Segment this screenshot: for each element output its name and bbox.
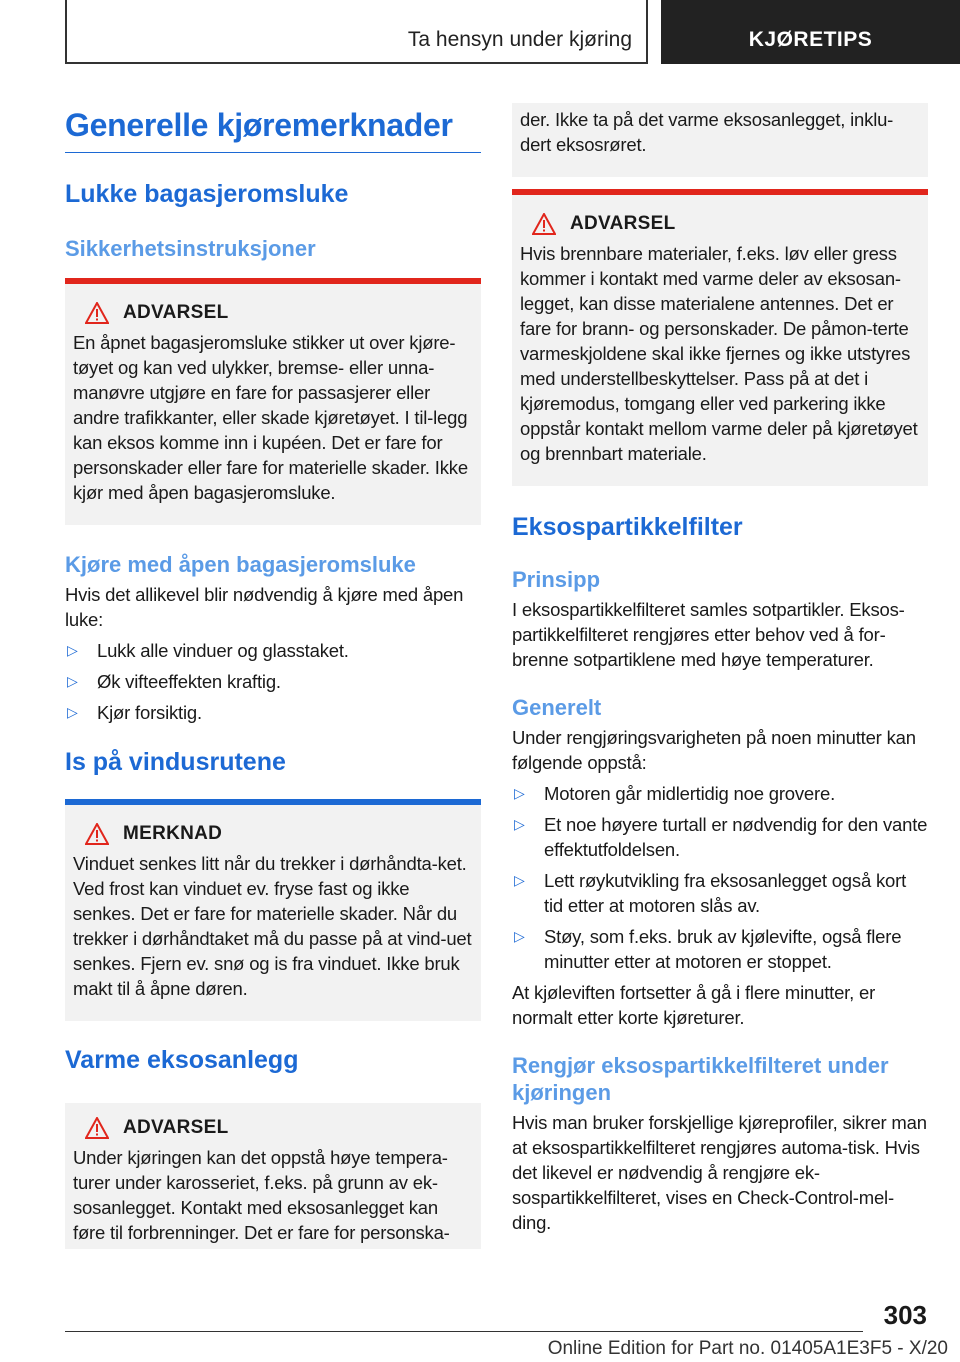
warning-label: ADVARSEL bbox=[123, 1117, 229, 1138]
heading-principle: Prinsipp bbox=[512, 567, 601, 592]
list-item: ▷ Lett røykutvikling fra eksosanlegget også kort tid etter at motoren slås av. bbox=[514, 870, 907, 916]
chapter-title: KJØRETIPS bbox=[748, 28, 873, 51]
paragraph: Under rengjøringsvarigheten på noen minutter kan følgende oppstå: bbox=[512, 727, 916, 773]
triangle-bullet-icon: ▷ bbox=[514, 816, 525, 832]
page-number: 303 bbox=[883, 1300, 927, 1330]
warning-triangle-icon bbox=[85, 1117, 109, 1139]
page-header bbox=[0, 0, 960, 64]
triangle-bullet-icon: ▷ bbox=[67, 673, 78, 689]
heading-safety: Sikkerhetsinstruksjoner bbox=[65, 236, 316, 261]
warning-text: Hvis brennbare materialer, f.eks. løv eller gress kommer i kontakt med varme deler av eksosan‐legget, kan disse materialene antennes. Det er fare for brann- og personskader. De påmon‐terte varmeskjoldene skal ikke fjernes og ikke utstyres med understellbeskyttelser. Pass på at det i kjøremodus, tomgang eller ved parkering ikke oppstår kontakt mellom varme deler på kjøretøyet og brennbart materiale. bbox=[520, 243, 918, 464]
triangle-bullet-icon: ▷ bbox=[67, 704, 78, 720]
warning-box bbox=[65, 1103, 481, 1249]
list-item: ▷ Motoren går midlertidig noe grovere. bbox=[514, 783, 836, 804]
page-title: Generelle kjøremerknader bbox=[65, 100, 481, 153]
section-title: Ta hensyn under kjøring bbox=[407, 28, 632, 51]
heading-clean: Rengjør eksospartikkelfilteret under kjøringen bbox=[512, 1053, 889, 1105]
paragraph: I eksospartikkelfilteret samles sotpartikler. Eksos‐partikkelfilteret rengjøres etter behov ved å for‐brenne sotpartiklene med høye temperaturer. bbox=[512, 599, 905, 670]
warning-triangle-icon bbox=[85, 302, 109, 324]
note-box bbox=[65, 799, 481, 1021]
triangle-bullet-icon: ▷ bbox=[514, 928, 525, 944]
note-triangle-icon bbox=[85, 823, 109, 845]
warning-text: En åpnet bagasjeromsluke stikker ut over kjøre‐tøyet og kan ved ulykker, bremse- eller unna‐manøvre utgjøre en fare for passasjerer eller andre trafikkanter, eller skade kjøretøyet. I til‐legg kan eksos komme inn i kupéen. Det er fare for personskader eller fare for materielle skader. Ikke kjør med åpen bagasjeromsluke. bbox=[73, 332, 468, 503]
heading-exhaust: Varme eksosanlegg bbox=[65, 1046, 299, 1074]
heading-general: Generelt bbox=[512, 695, 602, 720]
list-item: ▷ Kjør forsiktig. bbox=[67, 702, 202, 723]
triangle-bullet-icon: ▷ bbox=[514, 785, 525, 801]
heading-filter: Eksospartikkelfilter bbox=[512, 513, 743, 541]
triangle-bullet-icon: ▷ bbox=[514, 872, 525, 888]
chapter-tab bbox=[661, 0, 960, 64]
warning-box bbox=[65, 278, 481, 525]
warning-text: Under kjøringen kan det oppstå høye tempera‐turer under karosseriet, f.eks. på grunn av ek‐sosanlegget. Kontakt med eksosanlegget kan føre til forbrenninger. Det er fare for personska‐ bbox=[73, 1147, 450, 1243]
left-column bbox=[65, 100, 481, 1249]
warning-triangle-icon bbox=[532, 213, 556, 235]
warning-text: der. Ikke ta på det varme eksosanlegget, inklu‐dert eksosrøret. bbox=[520, 109, 894, 155]
paragraph: At kjøleviften fortsetter å gå i flere minutter, er normalt etter korte kjøreturer. bbox=[512, 982, 876, 1028]
warning-box bbox=[512, 189, 928, 486]
note-label: MERKNAD bbox=[123, 823, 223, 844]
heading-trunk: Lukke bagasjeromsluke bbox=[65, 180, 349, 208]
warning-label: ADVARSEL bbox=[570, 213, 676, 234]
note-text: Vinduet senkes litt når du trekker i dørhåndta‐ket. Ved frost kan vinduet ev. fryse fast og ikke senkes. Det er fare for materielle skader. Når du trekker i dørhåndtaket må du passe på at vind‐uet senkes. Fjern ev. snø og is fra vinduet. Ikke bruk makt til å åpne døren. bbox=[73, 853, 472, 999]
paragraph: Hvis man bruker forskjellige kjøreprofiler, sikrer man at eksospartikkelfilteret rengjøres automa‐tisk. Hvis det likevel er nødvendig å rengjøre ek‐sospartikkelfilteret, vises en Check-Control-mel‐ding. bbox=[512, 1112, 927, 1233]
right-column bbox=[512, 103, 928, 1235]
list-item: ▷ Støy, som f.eks. bruk av kjølevifte, også flere minutter etter at motoren er stoppet. bbox=[514, 926, 902, 972]
bullet-list bbox=[65, 638, 481, 725]
heading-ice: Is på vindusrutene bbox=[65, 748, 286, 776]
warning-label: ADVARSEL bbox=[123, 302, 229, 323]
paragraph: Hvis det allikevel blir nødvendig å kjøre med åpen luke: bbox=[65, 584, 464, 630]
warning-box-continued bbox=[512, 103, 928, 177]
footer-divider bbox=[65, 1331, 863, 1332]
footer-edition: Online Edition for Part no. 01405A1E3F5 - X/20 bbox=[547, 1338, 948, 1359]
bullet-list bbox=[512, 781, 928, 974]
list-item: ▷ Lukk alle vinduer og glasstaket. bbox=[67, 640, 349, 661]
list-item: ▷ Øk vifteeffekten kraftig. bbox=[67, 671, 281, 692]
triangle-bullet-icon: ▷ bbox=[67, 642, 78, 658]
section-tab bbox=[65, 0, 648, 64]
heading-driving-open: Kjøre med åpen bagasjeromsluke bbox=[65, 552, 416, 577]
list-item: ▷ Et noe høyere turtall er nødvendig for den vante effektutfoldelsen. bbox=[514, 814, 928, 860]
